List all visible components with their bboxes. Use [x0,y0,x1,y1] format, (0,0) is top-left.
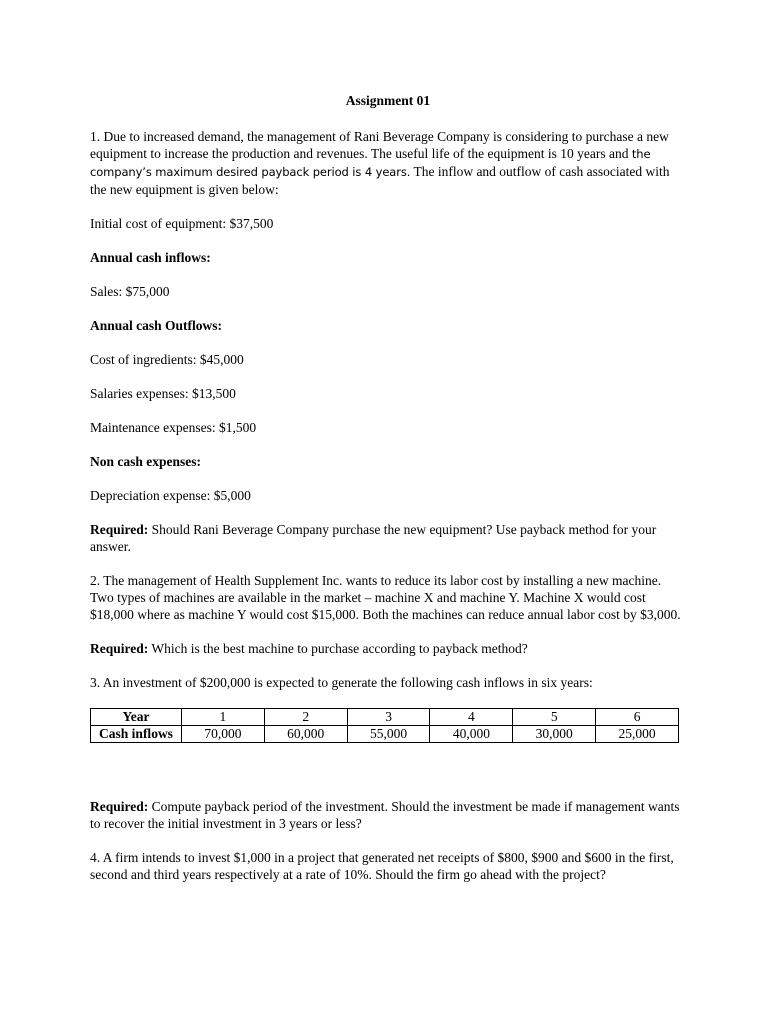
required-label: Required: [90,522,149,537]
question-3-required: Required: Compute payback period of the investment. Should the investment be made if management wants to recover the initial investment in 3 years or less? [90,799,680,831]
maintenance-line: Maintenance expenses: $1,500 [90,420,257,435]
q1-intro-part-3: The inflow and outflow of cash associated with the new equipment is given below: [90,164,670,197]
noncash-heading: Non cash expenses: [90,454,202,469]
table-header-cash-inflows: Cash inflows [91,726,182,743]
year-cell: 6 [596,709,679,726]
inflow-cell: 25,000 [596,726,679,743]
depreciation-line: Depreciation expense: $5,000 [90,488,251,503]
table-row [91,709,679,726]
inflow-cell: 40,000 [430,726,513,743]
sales-line: Sales: $75,000 [90,284,170,299]
cash-inflows-table [90,708,679,743]
required-label: Required: [90,799,149,814]
inflow-cell: 70,000 [182,726,265,743]
question-1-required: Required: Should Rani Beverage Company purchase the new equipment? Use payback method for your answer. [90,522,657,554]
table-row [91,726,679,743]
year-cell: 3 [347,709,430,726]
question-2-text: 2. The management of Health Supplement Inc. wants to reduce its labor cost by installing a new machine. Two types of machines are available in the market – machine X and machine Y. Machine X would cost $18,000 where as machine Y would cost $15,000. Both the machines can reduce annual labor cost by $3,000. [90,573,681,622]
question-3-text: 3. An investment of $200,000 is expected to generate the following cash inflows in six years: [90,675,593,690]
year-cell: 2 [264,709,347,726]
outflows-heading: Annual cash Outflows: [90,318,223,333]
inflow-cell: 60,000 [264,726,347,743]
question-1-intro [90,128,686,198]
page-title: Assignment 01 [345,93,431,108]
q1-intro-part-2: the company’s maximum desired payback period is 4 years. [90,147,651,179]
inflow-cell: 30,000 [513,726,596,743]
year-cell: 1 [182,709,265,726]
year-cell: 5 [513,709,596,726]
table-header-year: Year [91,709,182,726]
year-cell: 4 [430,709,513,726]
assignment-page [90,92,686,900]
ingredients-line: Cost of ingredients: $45,000 [90,352,244,367]
salaries-line: Salaries expenses: $13,500 [90,386,236,401]
required-label: Required: [90,641,149,656]
q1-intro-part-1: 1. Due to increased demand, the management of Rani Beverage Company is considering to purchase a new equipment to increase the production and revenues. The useful life of the equipment is 10 years and [90,129,669,161]
question-4-text: 4. A firm intends to invest $1,000 in a project that generated net receipts of $800, $900 and $600 in the first, second and third years respectively at a rate of 10%. Should the firm go ahead with the project? [90,850,674,882]
inflows-heading: Annual cash inflows: [90,250,211,265]
initial-cost: Initial cost of equipment: $37,500 [90,216,274,231]
question-2-required: Required: Which is the best machine to purchase according to payback method? [90,641,528,656]
inflow-cell: 55,000 [347,726,430,743]
